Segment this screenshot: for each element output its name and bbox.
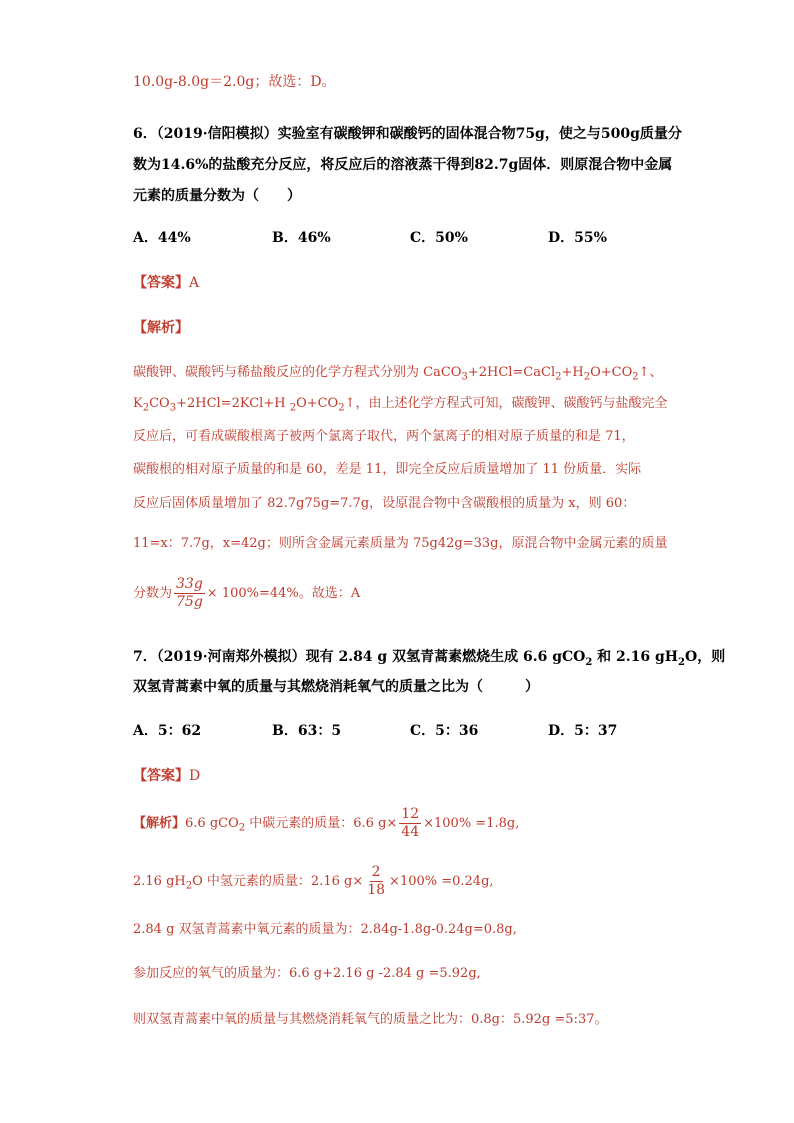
q7-stem-line-2: 双氢青蒿素中氧的质量与其燃烧消耗氧气的质量之比为（ ）: [133, 679, 539, 695]
q7-option-b: B．63：5: [272, 723, 342, 739]
q6-option-d: D．55%: [548, 230, 607, 246]
q7-option-c: C．5：36: [410, 723, 479, 739]
q6-analysis-line-5: 反应后固体质量增加了 82.7g75g=7.7g，设原混合物中含碳酸根的质量为 x，则 60：: [133, 496, 636, 511]
q6-answer: [133, 273, 199, 293]
q7-analysis-line-2: 2.16 $gH_2O$ 中氢元素的质量：2.16 g× $\frac{2}{18}$ ×100% =0.24g,: [133, 864, 494, 898]
answer-tag: 【答案】: [133, 275, 189, 291]
q7-answer: [133, 766, 200, 786]
previous-answer-tail: 10.0g-8.0g＝2.0g；故选：D。: [133, 74, 336, 90]
q6-option-b: B．46%: [272, 230, 331, 246]
q6-stem-line-3: 元素的质量分数为（ ）: [133, 188, 301, 204]
q6-analysis-line-3: 反应后，可看成碳酸根离子被两个氯离子取代，两个氯离子的相对原子质量的和是 71，: [133, 429, 635, 444]
fraction: $\frac{33g}{75g}$: [176, 576, 203, 610]
q7-analysis-line-1: 【解析】6.6 gCO$_2$ 中碳元素的质量：6.6 g× $\frac{12}{44}$ ×100% =1.8g,: [133, 806, 520, 840]
fraction: $\frac{12}{44}$: [401, 806, 420, 840]
q6-analysis-line-6: 11=x：7.7g，x=42g；则所含金属元素质量为 75g42g=33g，原混合物中金属元素的质量: [133, 536, 668, 551]
answer-value: A: [189, 275, 200, 291]
q7-stem-line-1: 7．（2019·河南郑外模拟）现有 2.84 g 双氢青蒿素燃烧生成 6.6 gCO$_2$ 和 2.16 $gH_2O$，则: [133, 649, 726, 668]
q7-analysis-line-3: 2.84 g 双氢青蒿素中氧元素的质量为：2.84g-1.8g-0.24g=0.8g,: [133, 922, 517, 937]
q6-stem-line-2: 数为14.6%的盐酸充分反应，将反应后的溶液蒸干得到82.7g固体．则原混合物中金属: [133, 157, 673, 173]
q6-analysis-line-7: 分数为 $\frac{33g}{75g}$ × 100%=44%。故选：A: [133, 576, 361, 610]
answer-tag: 【答案】: [133, 768, 189, 784]
q6-analysis-line-1: 碳酸钾、碳酸钙与稀盐酸反应的化学方程式分别为 $CaCO_3+2HCl=CaCl_2+H_2O+CO_2↑$、: [133, 365, 663, 383]
q7-analysis-line-5: 则双氢青蒿素中氧的质量与其燃烧消耗氧气的质量之比为：0.8g：5.92g =5:37。: [133, 1012, 608, 1027]
q7-option-a: A．5：62: [133, 723, 202, 739]
q6-analysis-tag: 【解析】: [133, 320, 189, 336]
fraction: $\frac{2}{18}$: [367, 864, 386, 898]
q6-analysis-line-4: 碳酸根的相对原子质量的和是 60，差是 11，即完全反应后质量增加了 11 份质量．实际: [133, 462, 642, 477]
q7-option-d: D．5：37: [548, 723, 618, 739]
q6-option-a: A．44%: [133, 230, 191, 246]
answer-value: D: [189, 768, 201, 784]
q6-analysis-line-2: $K_2CO_3+2HCl=2KCl+H$ $_2O+CO_2↑$，由上述化学方程式可知，碳酸钾、碳酸钙与盐酸完全: [133, 396, 668, 414]
q6-option-c: C．50%: [410, 230, 468, 246]
q7-analysis-line-4: 参加反应的氧气的质量为：6.6 g+2.16 g -2.84 g =5.92g,: [133, 966, 481, 981]
q6-stem-line-1: 6．（2019·信阳模拟）实验室有碳酸钾和碳酸钙的固体混合物75g，使之与500g质量分: [133, 126, 682, 142]
